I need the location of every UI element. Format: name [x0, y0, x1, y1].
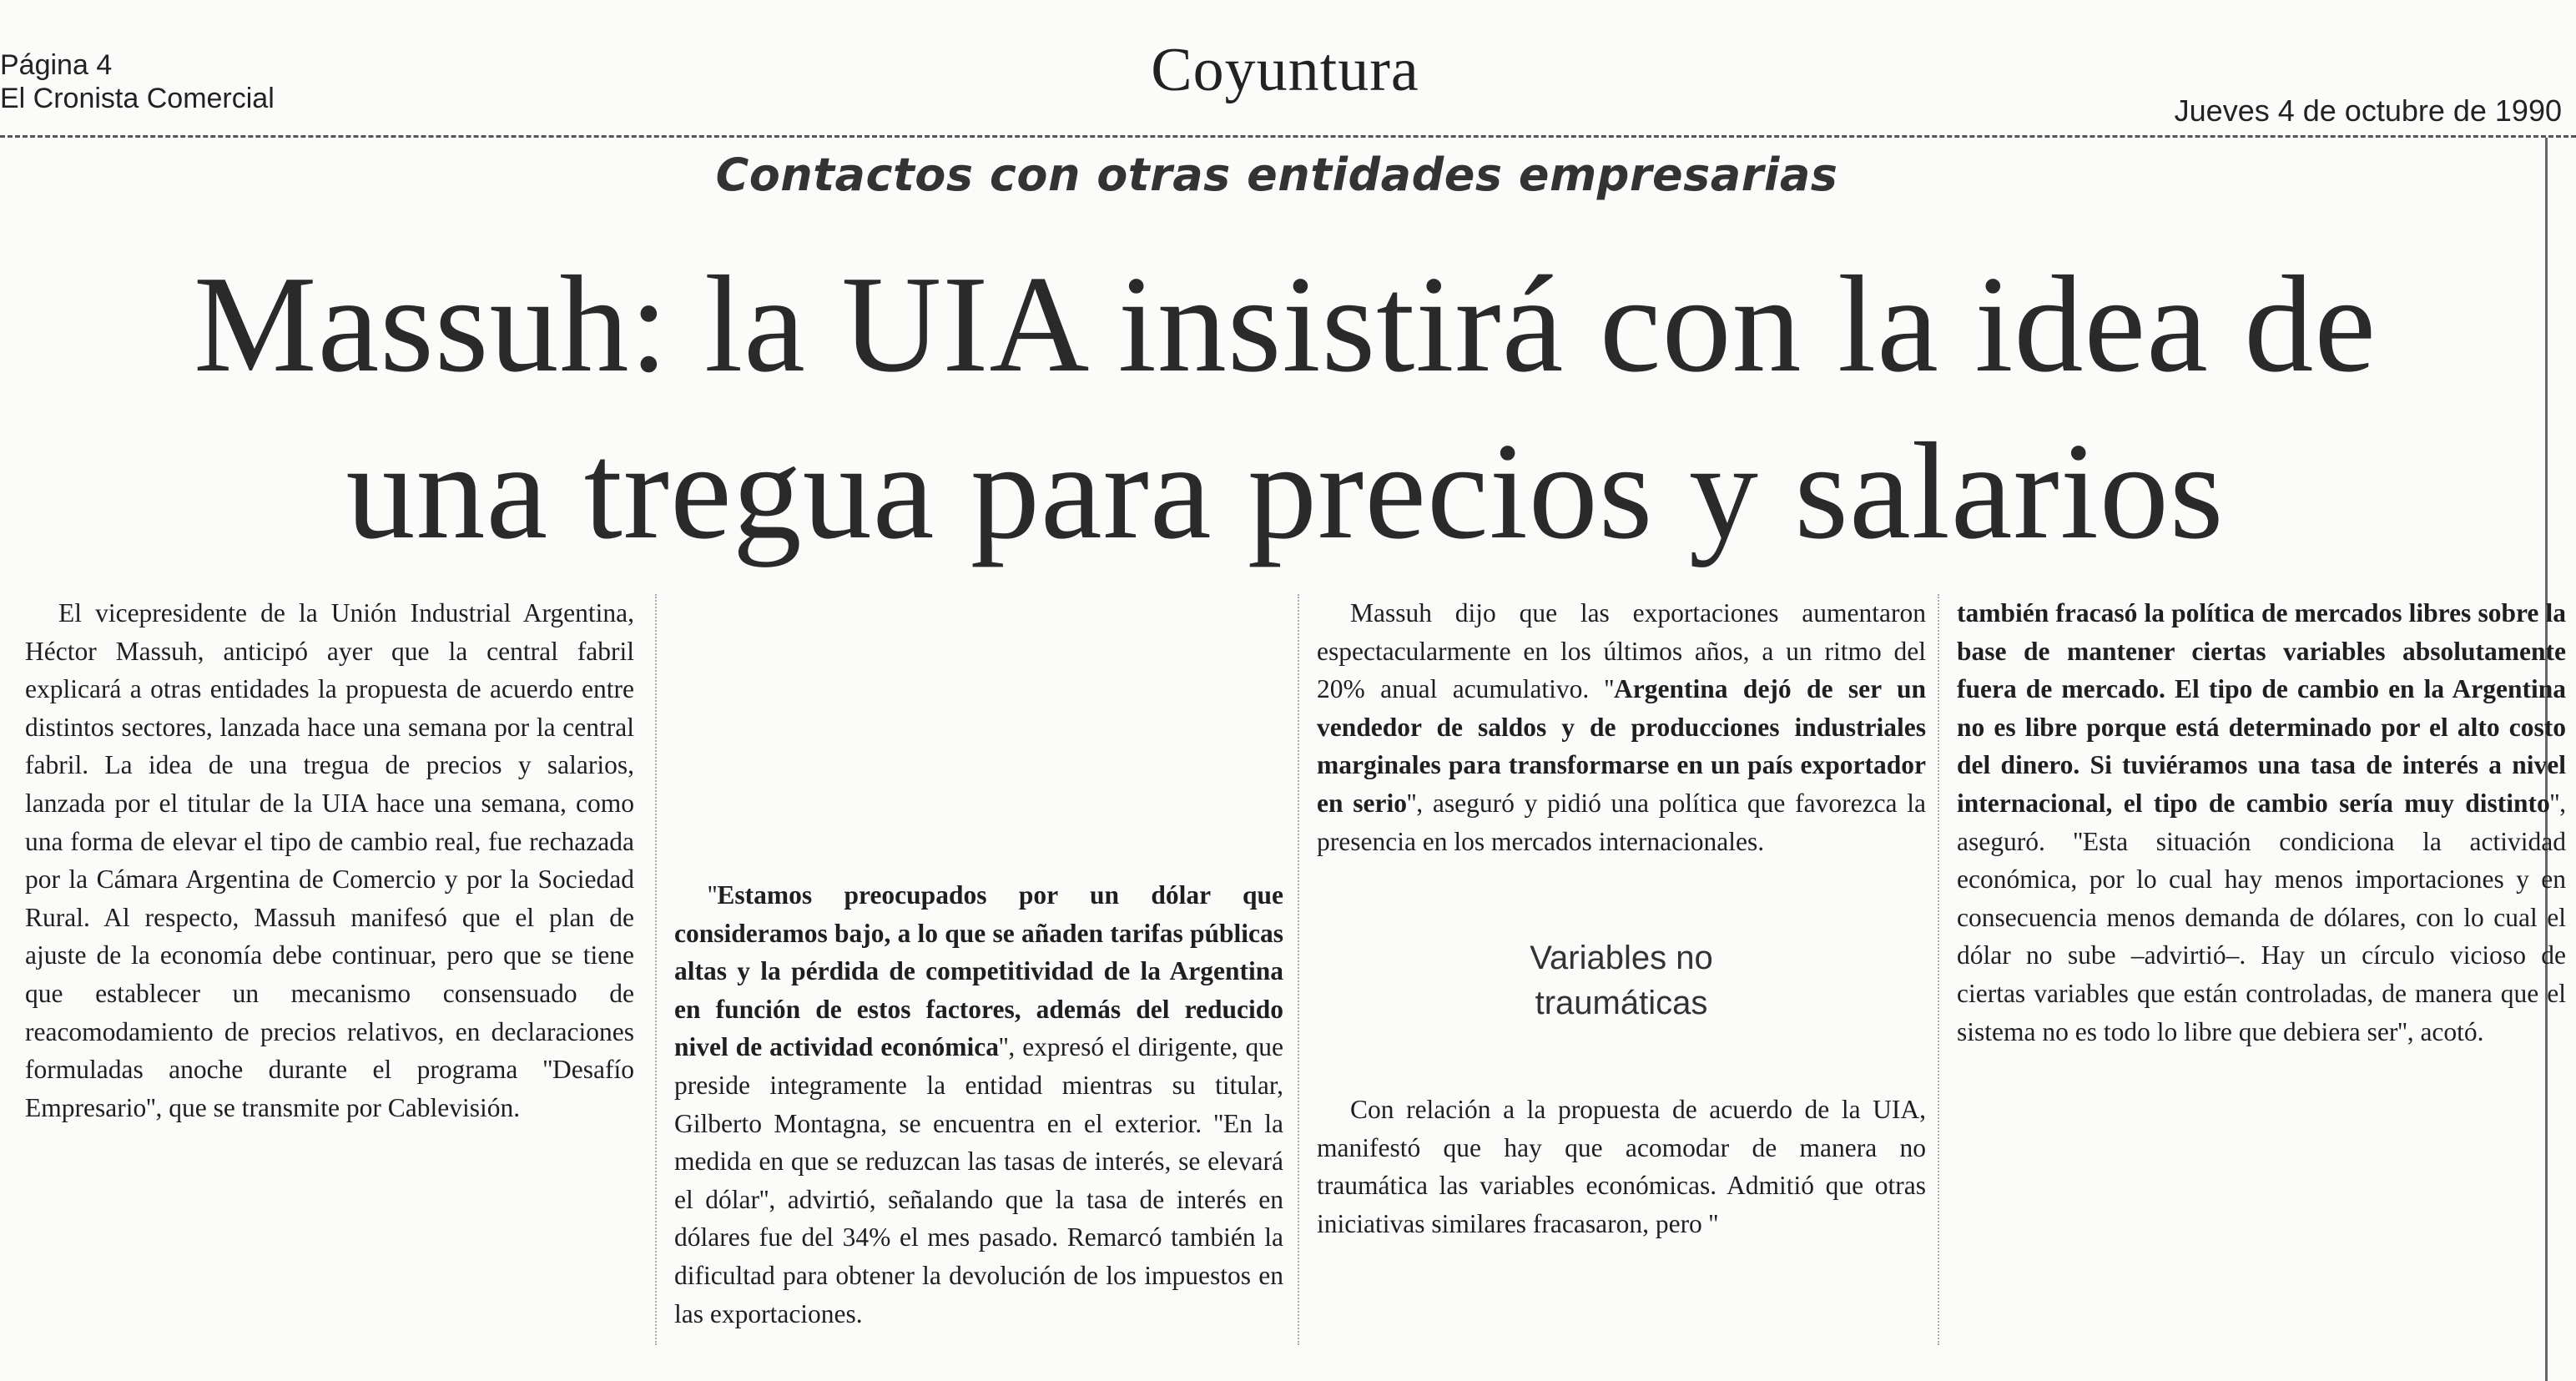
paragraph-4-quote: también fracasó la política de mercados libres sobre la base de mantener ciertas variables absolutamente fuera de mercado. El tipo de cambio en la Argentina no es libre porque está determinado por el alto costo del dinero. Si tuviéramos una tasa de interés a nivel internacional, el tipo de cambio sería muy distinto	[1957, 598, 2566, 818]
header-rule	[0, 135, 2576, 138]
paragraph-3	[1317, 594, 1926, 860]
subheading-line-1: Variables no	[1530, 940, 1713, 977]
article-column-2	[674, 876, 1283, 1333]
kicker: Contactos con otras entidades empresarias	[715, 149, 1838, 201]
paragraph-4-continued	[1957, 594, 2566, 1051]
paragraph-3-quote: Argentina dejó de ser un vendedor de saldos y de producciones industriales marginales para transformarse en un país exportador en serio	[1317, 674, 1927, 818]
subheading	[1317, 935, 1926, 1026]
paragraph-2	[674, 876, 1283, 1333]
headline-line-1: Massuh: la UIA insistirá con la idea de	[193, 247, 2377, 401]
paragraph-4	[1317, 1091, 1926, 1242]
column-divider	[655, 594, 657, 1345]
quote-mark: ''	[708, 880, 718, 910]
page-number: Página 4	[0, 49, 113, 81]
section-title: Coyuntura	[1151, 36, 1419, 104]
column-divider	[1298, 594, 1299, 1345]
paragraph-1-text: El vicepresidente de la Unión Industrial Argentina, Héctor Massuh, anticipó ayer que la central fabril explicará a otras entidades la propuesta de acuerdo entre distintos sectores, lanzada hace una semana por la central fabril. La idea de una tregua de precios y salarios, lanzada por el titular de la UIA hace una semana, como una forma de elevar el tipo de cambio real, fue rechazada por la Cámara Argentina de Comercio y por la Sociedad Rural. Al respecto, Massuh manifesó que el plan de ajuste de la economía debe continuar, pero que se tiene que establecer un mecanismo consensuado de reacomodamiento de precios relativos, en declaraciones formuladas anoche durante el programa ''Desafío Empresario'', que se transmite por Cablevisión.	[25, 598, 634, 1122]
subheading-line-2: traumáticas	[1535, 985, 1708, 1022]
paragraph-1	[25, 594, 634, 1126]
headline-line-2: una tregua para precios y salarios	[345, 414, 2225, 567]
publication-date: Jueves 4 de octubre de 1990	[2174, 93, 2562, 128]
paragraph-3-text: Massuh dijo que las exportaciones aumentaron espectacularmente en los últimos años, a un ritmo del 20% anual acumulativo. ''	[1317, 598, 1926, 704]
paragraph-4-text: Con relación a la propuesta de acuerdo de la UIA, manifestó que hay que acomodar de manera no traumática las variables económicas. Admitió que otras iniciativas similares fracasaron, pero ''	[1317, 1095, 1926, 1238]
article-column-1	[25, 594, 634, 1126]
column-divider	[1938, 594, 1939, 1345]
article-column-3	[1317, 594, 1926, 1243]
paragraph-2-quote: Estamos preocupados por un dólar que consideramos bajo, a lo que se añaden tarifas públicas altas y la pérdida de competitividad de la Argentina en función de estos factores, además del reducido nivel de actividad económica	[674, 880, 1283, 1062]
newspaper-name: El Cronista Comercial	[0, 83, 275, 114]
paragraph-3-rest: '', aseguró y pidió una política que favorezca la presencia en los mercados internacionales.	[1317, 788, 1926, 856]
page-meta	[0, 48, 275, 115]
headline	[125, 240, 2445, 574]
paragraph-4-rest: '', aseguró. ''Esta situación condiciona la actividad económica, por lo cual hay menos importaciones y en consecuencia menos demanda de dólares, con lo cual el dólar no sube –advirtió–. Hay un círculo vicioso de ciertas variables que están controladas, de manera que el sistema no es todo lo libre que debiera ser'', acotó.	[1957, 788, 2566, 1046]
paragraph-2-text: '', expresó el dirigente, que preside integramente la entidad mientras su titular, Gilberto Montagna, se encuentra en el exterior. ''En la medida en que se reduzcan las tasas de interés, se elevará el dólar'', advirtió, señalando que la tasa de interés en dólares fue del 34% el mes pasado. Remarcó también la dificultad para obtener la devolución de los impuestos en las exportaciones.	[674, 1032, 1283, 1328]
article-column-4	[1957, 594, 2566, 1051]
